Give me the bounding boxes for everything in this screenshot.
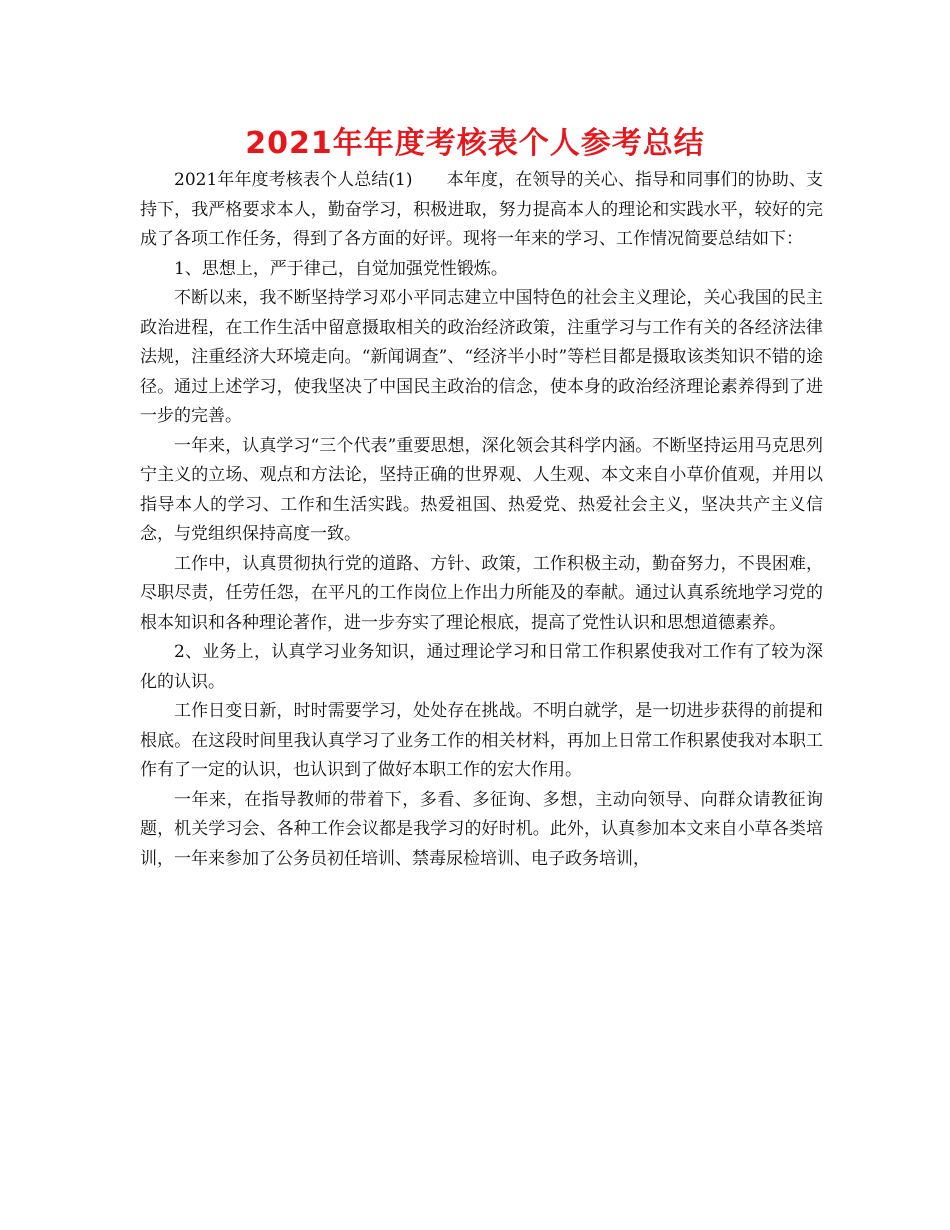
paragraph-three-represents: 一年来，认真学习“三个代表”重要思想，深化领会其科学内涵。不断坚持运用马克思列宁主义的立场、观点和方法论，坚持正确的世界观、人生观、本文来自小草价值观，并用以指导本人的学习、工作和生活实践。热爱祖国、热爱党、热爱社会主义，坚决共产主义信念，与党组织保持高度一致。	[140, 435, 823, 544]
paragraph-training: 一年来，在指导教师的带着下，多看、多征询、多想，主动向领导、向群众请教征询题，机关学习会、各种工作会议都是我学习的好时机。此外，认真参加本文来自小草各类培训，一年来参加了公务员初任培训、禁毒尿检培训、电子政务培训，	[140, 789, 823, 869]
document-body	[140, 166, 823, 874]
section-heading-ideology: 1、思想上，严于律己，自觉加强党性锻炼。	[174, 258, 508, 279]
paragraph-theory-study: 不断以来，我不断坚持学习邓小平同志建立中国特色的社会主义理论，关心我国的民主政治进程，在工作生活中留意摄取相关的政治经济政策，注重学习与工作有关的各经济法律法规，注重经济大环境走向。“新闻调查”、“经济半小时”等栏目都是摄取该类知识不错的途径。通过上述学习，使我坚决了中国民主政治的信念，使本身的政治经济理论素养得到了进一步的完善。	[140, 288, 823, 426]
document-title: 2021年年度考核表个人参考总结	[245, 126, 705, 161]
paragraph-daily-learning: 工作日变日新，时时需要学习，处处存在挑战。不明白就学，是一切进步获得的前提和根底。在这段时间里我认真学习了业务工作的相关材料，再加上日常工作积累使我对本职工作有了一定的认识，也认识到了做好本职工作的宏大作用。	[140, 701, 823, 780]
paragraph-intro: 2021年年度考核表个人总结(1) 本年度，在领导的关心、指导和同事们的协助、支持下，我严格要求本人，勤奋学习，积极进取，努力提高本人的理论和实践水平，较好的完成了各项工作任务，得到了各方面的好评。现将一年来的学习、工作情况简要总结如下：	[140, 170, 823, 249]
paragraph-work-attitude: 工作中，认真贯彻执行党的道路、方针、政策，工作积极主动，勤奋努力，不畏困难，尽职尽责，任劳任怨，在平凡的工作岗位上作出力所能及的奉献。通过认真系统地学习党的根本知识和各种理论著作，进一步夯实了理论根底，提高了党性认识和思想道德素养。	[140, 553, 823, 633]
section-heading-business: 2、业务上，认真学习业务知识，通过理论学习和日常工作积累使我对工作有了较为深化的认识。	[140, 642, 823, 692]
